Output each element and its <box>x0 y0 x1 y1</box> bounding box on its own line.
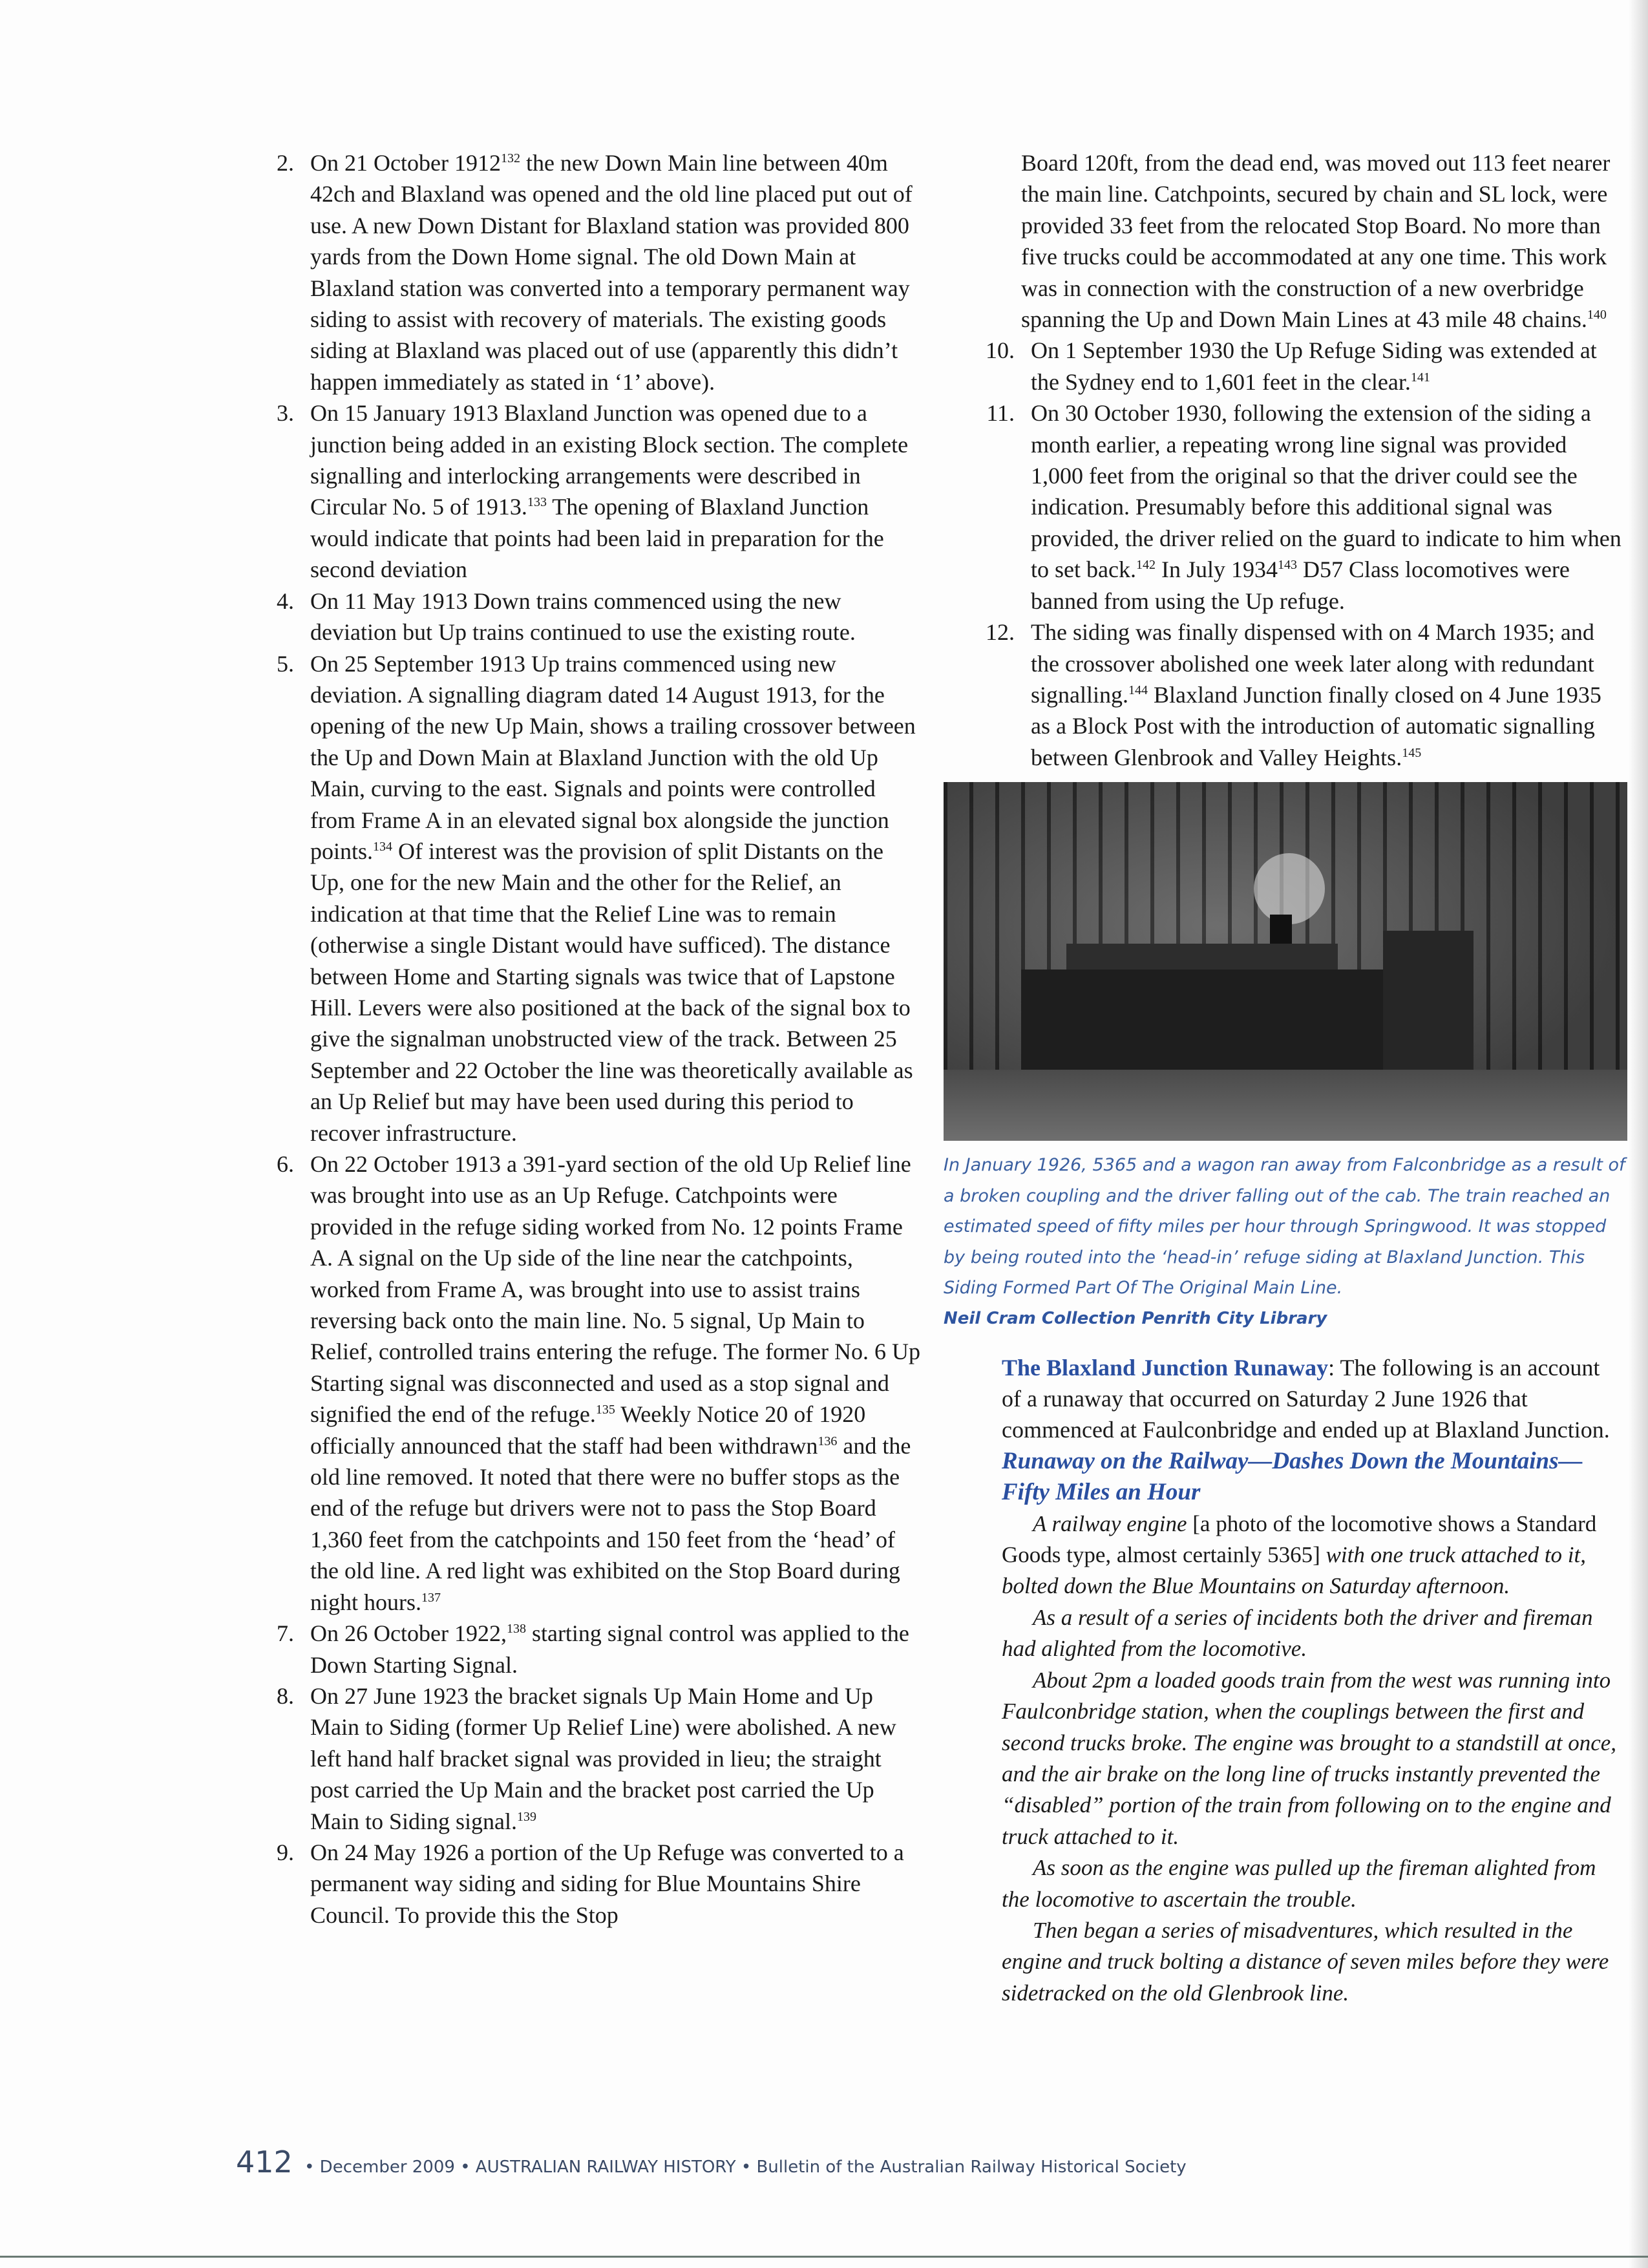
footnote-ref: 140 <box>1587 308 1607 323</box>
text-run: In July 1934 <box>1155 556 1278 583</box>
footnote-ref: 133 <box>527 495 547 510</box>
text-run: On 1 September 1930 the Up Refuge Siding was extended at the Sydney end to 1,601 feet in the clear. <box>1031 337 1597 395</box>
list-item-number: 11. <box>986 400 1015 427</box>
list-item-text <box>310 1149 921 1618</box>
text-run: On 22 October 1913 a 391-yard section of the old Up Relief line was brought into use as an Up Refuge. Catchpoints were provided in the refuge siding worked from No. 12 points Frame A. A signal on the Up side of the line near the catchpoints, worked from Frame A, was brought into use to assist trains reversing back onto the main line. No. 5 signal, Up Main to Relief, controlled trains entering the refuge. The former No. 6 Up Starting signal was disconnected and used as a stop signal and signified the end of the refuge. <box>310 1151 921 1428</box>
article-paragraph-3: About 2pm a loaded goods train from the west was running into Faulconbridge station, when the couplings between the first and second trucks broke. The engine was brought to a standstill at once, and the air brake on the long line of trucks instantly prevented the “disabled” portion of the train from following on to the engine and truck attached to it. <box>1002 1667 1617 1849</box>
text-run: starting signal control was applied to the Down Starting Signal. <box>310 1620 909 1678</box>
list-item-text <box>1031 617 1622 773</box>
list-item-number: 3. <box>277 400 294 427</box>
list-item-number: 5. <box>277 650 294 677</box>
list-item-text <box>310 586 921 648</box>
text-run: The siding was finally dispensed with on 4 March 1935; and the crossover abolished one week later along with redundant signalling. <box>1031 619 1594 708</box>
list-item <box>249 648 921 1149</box>
page-number: 412 <box>236 2145 293 2179</box>
locomotive-photo <box>944 782 1627 1141</box>
list-item-number: 4. <box>277 588 294 614</box>
photo-caption: In January 1926, 5365 and a wagon ran away from Falconbridge as a result of a broken coupling and the driver falling out of the cab. The train reached an estimated speed of fifty miles per hour through Springwood. It was stopped by being routed into the ‘head-in’ refuge siding at Blaxland Junction. This Siding Formed Part Of The Original Main Line. <box>944 1155 1625 1298</box>
list-item-number: 8. <box>277 1682 294 1709</box>
runaway-intro-text: : The following is an account of a runaway that occurred on Saturday 2 June 1926 that commenced at Faulconbridge and ended up at Blaxland Junction. <box>1002 1354 1610 1443</box>
list-item <box>249 1680 921 1837</box>
list-item <box>969 397 1622 617</box>
list-item-number: 10. <box>986 337 1015 364</box>
text-run: On 21 October 1912 <box>310 150 501 176</box>
left-column <box>249 147 921 1931</box>
list-item-number: 6. <box>277 1151 294 1177</box>
list-item-number: 2. <box>277 150 294 176</box>
text-run: Weekly Notice 20 of 1920 officially announced that the staff had been withdrawn <box>310 1401 866 1459</box>
list-item-number: 12. <box>986 619 1015 646</box>
text-run: the new Down Main line between 40m 42ch and Blaxland was opened and the old line placed put out of use. A new Down Distant for Blaxland station was provided 800 yards from the Down Home signal. The old Down Main at Blaxland station was converted into a temporary permanent way siding to assist with recovery of materials. The existing goods siding at Blaxland was placed out of use (apparently this didn’t happen immediately as stated in ‘1’ above). <box>310 150 913 395</box>
runaway-heading: The Blaxland Junction Runaway <box>1002 1354 1329 1381</box>
footnote-ref: 132 <box>500 151 520 165</box>
list-item-text <box>310 397 921 585</box>
text-run: On 24 May 1926 a portion of the Up Refuge was converted to a permanent way siding and siding for Blue Mountains Shire Council. To provide this the Stop <box>310 1839 904 1928</box>
item-9-continuation <box>969 147 1622 335</box>
text-run: On 25 September 1913 Up trains commenced using new deviation. A signalling diagram dated 14 August 1913, for the opening of the new Up Main, shows a trailing crossover between the Up and Down Main at Blaxland Junction with the old Up Main, curving to the east. Signals and points were controlled from Frame A in an elevated signal box alongside the junction points. <box>310 650 916 864</box>
text-run: On 27 June 1923 the bracket signals Up Main Home and Up Main to Siding (former Up Relief Line) were abolished. A new left hand half bracket signal was provided in lieu; the straight post carried the Up Main and the bracket post carried the Up Main to Siding signal. <box>310 1682 896 1834</box>
text-run: D57 Class locomotives were banned from using the Up refuge. <box>1031 556 1570 614</box>
list-item <box>249 586 921 648</box>
footnote-ref: 138 <box>506 1622 526 1637</box>
list-item <box>249 397 921 585</box>
list-item-text <box>310 1837 921 1931</box>
page-edge-shadow <box>1629 0 1648 2268</box>
footnote-ref: 143 <box>1277 558 1297 573</box>
list-item <box>969 335 1622 397</box>
list-item <box>249 147 921 397</box>
list-item-text <box>310 147 921 397</box>
list-item-text <box>310 1618 921 1680</box>
text-run: The opening of Blaxland Junction would indicate that points had been laid in preparation for the second deviation <box>310 494 884 583</box>
page-footer <box>236 2145 1187 2179</box>
article-paragraph-2: As a result of a series of incidents both the driver and fireman had alighted from the locomotive. <box>1002 1604 1593 1662</box>
footnote-ref: 136 <box>818 1434 838 1448</box>
text-run: On 30 October 1930, following the extension of the siding a month earlier, a repeating wrong line signal was provided 1,000 feet from the original so that the driver could see the indication. Presumably before this additional signal was provided, the driver relied on the guard to indicate to him when to set back. <box>1031 400 1622 583</box>
article-paragraph-1: A railway engine [a photo of the locomotive shows a Standard Goods type, almost certainly 5365] with one truck attached to it, bolted down the Blue Mountains on Saturday afternoon. <box>1002 1510 1597 1599</box>
article-subheading: Runaway on the Railway—Dashes Down the Mountains—Fifty Miles an Hour <box>1002 1447 1583 1506</box>
footnote-ref: 141 <box>1410 370 1430 385</box>
footnote-ref: 135 <box>595 1403 615 1417</box>
text-run: Blaxland Junction finally closed on 4 June 1935 as a Block Post with the introduction of automatic signalling between Glenbrook and Valley Heights. <box>1031 681 1601 770</box>
text-run: Of interest was the provision of split Distants on the Up, one for the new Main and the other for the Relief, an indication at that time that the Relief Line was to remain (otherwise a single Distant would have sufficed). The distance between Home and Starting signals was twice that of Lapstone Hill. Levers were also positioned at the back of the signal box to give the signalman unobstructed view of the track. Between 25 September and 22 October the line was theoretically available as an Up Relief but may have been used during this period to recover infrastructure. <box>310 838 913 1146</box>
footnote-ref: 137 <box>421 1590 441 1605</box>
right-column <box>944 147 1625 2009</box>
footnote-ref: 142 <box>1136 558 1156 573</box>
text-run: and the old line removed. It noted that there were no buffer stops as the end of the refuge but drivers were not to pass the Stop Board 1,360 feet from the catchpoints and 150 feet from the ‘head’ of the old line. A red light was exhibited on the Stop Board during night hours. <box>310 1432 911 1615</box>
footnote-ref: 134 <box>373 839 393 854</box>
text-run: On 11 May 1913 Down trains commenced using the new deviation but Up trains continued to use the existing route. <box>310 588 856 646</box>
runaway-intro <box>969 1352 1622 1446</box>
photo-credit: Neil Cram Collection Penrith City Library <box>944 1308 1327 1328</box>
list-item-number: 7. <box>277 1620 294 1647</box>
bottom-rule <box>0 2256 1648 2258</box>
right-numbered-list <box>969 335 1622 773</box>
footnote-ref: 144 <box>1128 683 1148 697</box>
list-item-text <box>310 1680 921 1837</box>
text-run: On 15 January 1913 Blaxland Junction was opened due to a junction being added in an existing Block section. The complete signalling and interlocking arrangements were described in Circular No. 5 of 1913. <box>310 400 909 520</box>
footnote-ref: 145 <box>1402 745 1422 760</box>
list-item <box>249 1618 921 1680</box>
list-item <box>249 1149 921 1618</box>
list-item-text <box>1031 335 1622 397</box>
text-run: Board 120ft, from the dead end, was moved out 113 feet nearer the main line. Catchpoints, secured by chain and SL lock, were provided 33 feet from the relocated Stop Board. No more than five trucks could be accommodated at any one time. This work was in connection with the construction of a new overbridge spanning the Up and Down Main Lines at 43 mile 48 chains. <box>1021 150 1611 333</box>
article-paragraph-4: As soon as the engine was pulled up the fireman alighted from the locomotive to ascertain the trouble. <box>1002 1855 1596 1912</box>
footnote-ref: 139 <box>517 1809 537 1824</box>
list-item-number: 9. <box>277 1839 294 1865</box>
list-item <box>249 1837 921 1931</box>
text-run: On 26 October 1922, <box>310 1620 507 1647</box>
list-item-text <box>1031 397 1622 617</box>
list-item-text <box>310 648 921 1149</box>
list-item <box>969 617 1622 773</box>
footer-text: • December 2009 • AUSTRALIAN RAILWAY HISTORY • Bulletin of the Australian Railway Historical Society <box>304 2157 1187 2177</box>
article-paragraph-5: Then began a series of misadventures, which resulted in the engine and truck bolting a distance of seven miles before they were sidetracked on the old Glenbrook line. <box>1002 1917 1609 2006</box>
